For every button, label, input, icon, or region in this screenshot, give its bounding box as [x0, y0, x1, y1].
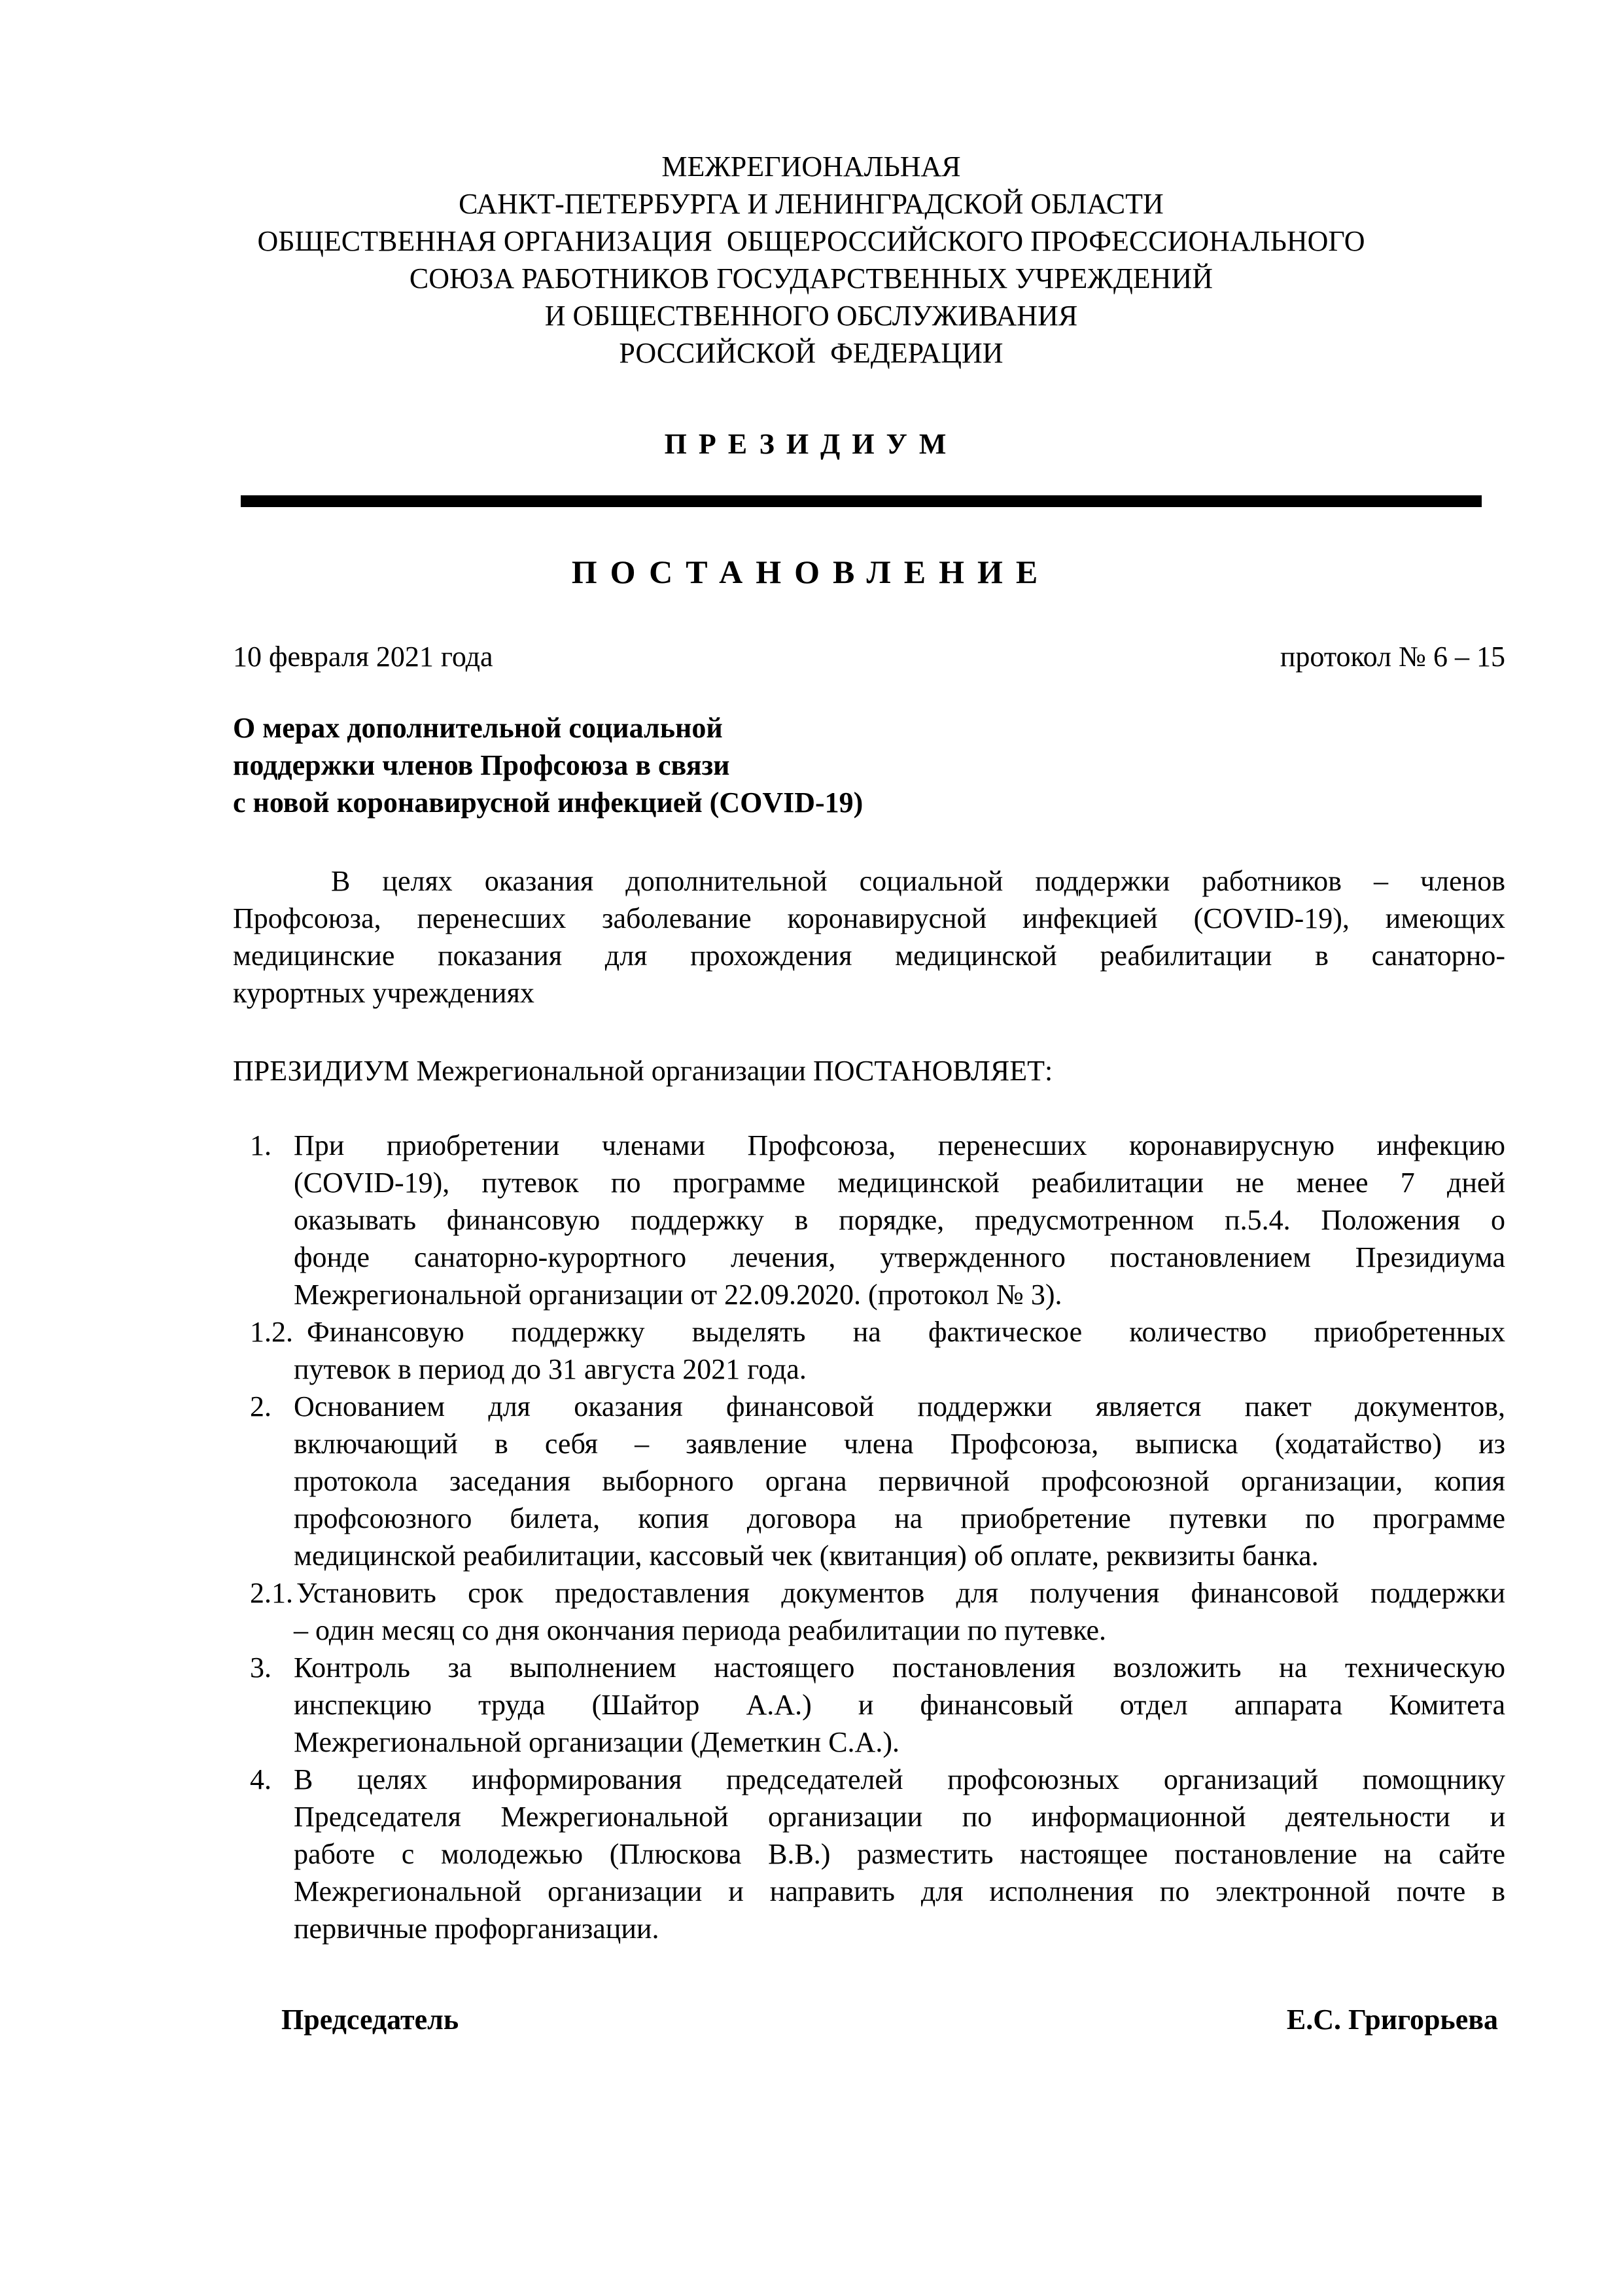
decree-item-2	[233, 1388, 1505, 1574]
intro-line: медицинские показания для прохождения медицинской реабилитации в санаторно-	[233, 940, 1505, 972]
protocol-number: протокол № 6 – 15	[1280, 641, 1505, 673]
item-line: Основанием для оказания финансовой поддержки является пакет документов,	[294, 1390, 1505, 1422]
item-line: инспекцию труда (Шайтор А.А.) и финансовый отдел аппарата Комитета	[294, 1689, 1505, 1721]
item-line: Председателя Межрегиональной организации по информационной деятельности и	[294, 1801, 1505, 1833]
item-line: Межрегиональной организации (Деметкин С.А.).	[294, 1726, 899, 1758]
item-line: При приобретении членами Профсоюза, перенесших коронавирусную инфекцию	[294, 1129, 1505, 1161]
intro-line: Профсоюза, перенесших заболевание коронавирусной инфекцией (COVID-19), имеющих	[233, 902, 1505, 934]
item-number: 3.	[250, 1651, 271, 1684]
body-title: ПРЕЗИДИУМ	[664, 428, 958, 460]
item-line: включающий в себя – заявление члена Профсоюза, выписка (ходатайство) из	[294, 1428, 1505, 1460]
item-line: медицинской реабилитации, кассовый чек (квитанция) об оплате, реквизиты банка.	[294, 1540, 1319, 1572]
header-divider	[241, 495, 1482, 507]
item-line: Установить срок предоставления документов для получения финансовой поддержки	[296, 1577, 1505, 1609]
intro-line: курортных учреждениях	[233, 977, 534, 1009]
organization-header	[196, 148, 1426, 372]
item-line: (COVID-19), путевок по программе медицинской реабилитации не менее 7 дней	[294, 1167, 1505, 1199]
document-subject	[233, 709, 863, 821]
item-line: профсоюзного билета, копия договора на приобретение путевки по программе	[294, 1502, 1505, 1534]
header-line: МЕЖРЕГИОНАЛЬНАЯ	[661, 150, 961, 183]
item-number: 2.1.	[250, 1577, 293, 1609]
item-number: 4.	[250, 1763, 271, 1795]
item-line: фонде санаторно-курортного лечения, утвержденного постановлением Президиума	[294, 1241, 1505, 1273]
document-type-title: ПОСТАНОВЛЕНИЕ	[571, 554, 1051, 590]
item-line: работе с молодежью (Плюскова В.В.) разместить настоящее постановление на сайте	[294, 1838, 1505, 1870]
decree-item-1	[233, 1127, 1505, 1313]
item-line: Межрегиональной организации от 22.09.2020. (протокол № 3).	[294, 1279, 1062, 1311]
intro-line: В целях оказания дополнительной социальной поддержки работников – членов	[331, 865, 1505, 897]
document-date: 10 февраля 2021 года	[233, 641, 493, 673]
subject-line: с новой коронавирусной инфекцией (COVID-19)	[233, 786, 864, 819]
decree-item-3	[233, 1649, 1505, 1761]
header-line: СОЮЗА РАБОТНИКОВ ГОСУДАРСТВЕННЫХ УЧРЕЖДЕНИЙ	[409, 262, 1213, 294]
item-line: Межрегиональной организации и направить для исполнения по электронной почте в	[294, 1875, 1505, 1907]
decree-items-list	[233, 1127, 1505, 1947]
decree-line: ПРЕЗИДИУМ Межрегиональной организации ПОСТАНОВЛЯЕТ:	[233, 1055, 1053, 1087]
item-line: путевок в период до 31 августа 2021 года.	[294, 1353, 807, 1385]
header-line: РОССИЙСКОЙ ФЕДЕРАЦИИ	[619, 337, 1003, 369]
header-line: САНКТ-ПЕТЕРБУРГА И ЛЕНИНГРАДСКОЙ ОБЛАСТИ	[459, 188, 1164, 220]
item-line: Контроль за выполнением настоящего постановления возложить на техническую	[294, 1651, 1505, 1684]
decree-statement	[233, 1052, 1505, 1089]
item-number: 1.2.	[250, 1316, 293, 1348]
subject-line: О мерах дополнительной социальной	[233, 712, 723, 744]
item-line: – один месяц со дня окончания периода реабилитации по путевке.	[294, 1614, 1107, 1646]
header-line: И ОБЩЕСТВЕННОГО ОБСЛУЖИВАНИЯ	[544, 300, 1078, 332]
decree-item-2-1	[233, 1574, 1505, 1649]
decree-item-4	[233, 1761, 1505, 1947]
item-line: Финансовую поддержку выделять на фактическое количество приобретенных	[307, 1316, 1505, 1348]
decree-item-1-2	[233, 1313, 1505, 1388]
item-number: 1.	[250, 1129, 271, 1161]
signatory-name: Е.С. Григорьева	[1286, 2004, 1498, 2036]
item-line: В целях информирования председателей профсоюзных организаций помощнику	[294, 1763, 1505, 1795]
item-line: протокола заседания выборного органа первичной профсоюзной организации, копия	[294, 1465, 1505, 1497]
subject-line: поддержки членов Профсоюза в связи	[233, 749, 730, 781]
item-number: 2.	[250, 1390, 271, 1422]
intro-paragraph	[233, 862, 1505, 1012]
item-line: оказывать финансовую поддержку в порядке, предусмотренном п.5.4. Положения о	[294, 1204, 1505, 1236]
header-line: ОБЩЕСТВЕННАЯ ОРГАНИЗАЦИЯ ОБЩЕРОССИЙСКОГО ПРОФЕССИОНАЛЬНОГО	[257, 225, 1365, 257]
signatory-role: Председатель	[281, 2004, 459, 2036]
item-line: первичные профорганизации.	[294, 1913, 659, 1945]
